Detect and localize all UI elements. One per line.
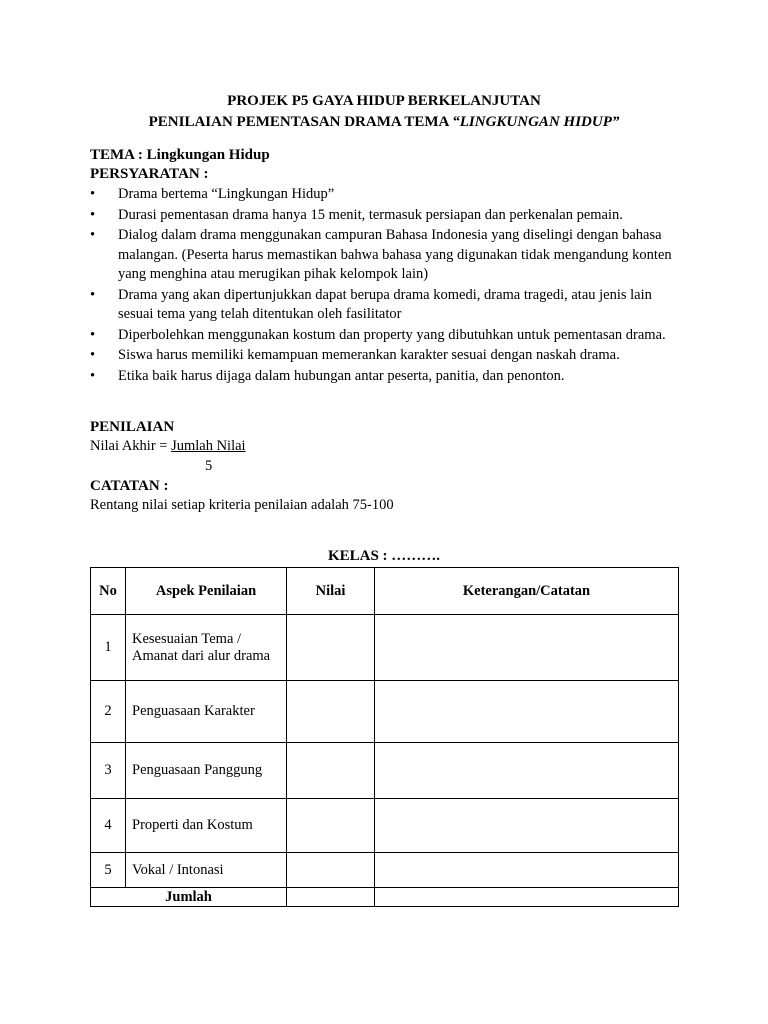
subtitle-theme: “LINGKUNGAN HIDUP” — [452, 114, 620, 130]
requirement-text: Dialog dalam drama menggunakan campuran Bahasa Indonesia yang diselingi dengan bahasa malangan. (Peserta harus memastikan bahwa bahasa yang digunakan tidak mengandung konten yang menghina atau merugikan pihak kelompok lain) — [118, 227, 672, 282]
table-row — [91, 615, 679, 681]
theme-label: TEMA : Lingkungan Hidup — [90, 147, 270, 163]
total-label: Jumlah — [91, 888, 287, 907]
requirement-item — [90, 346, 690, 366]
row-no: 4 — [91, 799, 126, 853]
row-keterangan[interactable] — [375, 681, 679, 743]
requirement-text: Diperbolehkan menggunakan kostum dan property yang dibutuhkan untuk pementasan drama. — [118, 326, 666, 343]
bullet-icon: • — [90, 347, 96, 363]
row-nilai[interactable] — [287, 743, 375, 799]
row-keterangan[interactable] — [375, 853, 679, 888]
table-row — [91, 799, 679, 853]
requirements-heading: PERSYARATAN : — [90, 166, 209, 182]
row-aspek: Penguasaan Karakter — [126, 681, 287, 743]
table-total-row — [91, 888, 679, 907]
assessment-heading: PENILAIAN — [90, 419, 175, 435]
requirement-item — [90, 185, 690, 205]
bullet-icon: • — [90, 367, 96, 384]
header-no: No — [91, 568, 126, 615]
bullet-icon: • — [90, 206, 96, 223]
row-no: 5 — [91, 853, 126, 888]
bullet-icon: • — [90, 186, 96, 202]
row-nilai[interactable] — [287, 799, 375, 853]
bullet-icon: • — [90, 286, 96, 303]
requirement-item — [90, 206, 690, 226]
table-row — [91, 681, 679, 743]
bullet-icon: • — [90, 227, 96, 243]
subtitle-prefix: PENILAIAN PEMENTASAN DRAMA TEMA — [148, 114, 453, 130]
class-label: KELAS : ………. — [327, 548, 441, 564]
table-header-row — [91, 568, 679, 615]
header-nilai: Nilai — [287, 568, 375, 615]
document-subtitle — [0, 112, 768, 132]
row-no: 2 — [91, 681, 126, 743]
notes-text: Rentang nilai setiap kriteria penilaian adalah 75-100 — [90, 497, 394, 513]
header-aspek: Aspek Penilaian — [126, 568, 287, 615]
grading-table — [90, 567, 679, 907]
row-keterangan[interactable] — [375, 743, 679, 799]
row-keterangan[interactable] — [375, 615, 679, 681]
total-nilai[interactable] — [287, 888, 375, 907]
table-row — [91, 853, 679, 888]
row-aspek: Vokal / Intonasi — [126, 853, 287, 888]
row-aspek: Kesesuaian Tema / Amanat dari alur drama — [126, 615, 287, 681]
requirements-list — [90, 185, 690, 387]
formula-numerator: Jumlah Nilai — [171, 438, 246, 454]
formula-left: Nilai Akhir = — [90, 438, 172, 454]
row-aspek: Penguasaan Panggung — [126, 743, 287, 799]
requirement-text: Siswa harus memiliki kemampuan memerankan karakter sesuai dengan naskah drama. — [118, 347, 620, 363]
requirement-text: Drama yang akan dipertunjukkan dapat berupa drama komedi, drama tragedi, atau jenis lain sesuai tema yang telah ditentukan oleh fasilitator — [118, 286, 652, 322]
row-nilai[interactable] — [287, 615, 375, 681]
formula — [90, 437, 246, 456]
row-nilai[interactable] — [287, 853, 375, 888]
row-nilai[interactable] — [287, 681, 375, 743]
formula-denominator: 5 — [205, 458, 213, 474]
row-keterangan[interactable] — [375, 799, 679, 853]
header-keterangan: Keterangan/Catatan — [375, 568, 679, 615]
notes-heading: CATATAN : — [90, 478, 169, 494]
requirement-item — [90, 226, 690, 285]
requirement-item — [90, 367, 690, 387]
document-title: PROJEK P5 GAYA HIDUP BERKELANJUTAN — [227, 93, 541, 109]
requirement-text: Etika baik harus dijaga dalam hubungan antar peserta, panitia, dan penonton. — [118, 367, 565, 384]
requirement-item — [90, 286, 690, 325]
total-keterangan[interactable] — [375, 888, 679, 907]
table-row — [91, 743, 679, 799]
requirement-text: Durasi pementasan drama hanya 15 menit, termasuk persiapan dan perkenalan pemain. — [118, 206, 623, 223]
requirement-item — [90, 326, 690, 346]
requirement-text: Drama bertema “Lingkungan Hidup” — [118, 186, 335, 202]
row-aspek: Properti dan Kostum — [126, 799, 287, 853]
bullet-icon: • — [90, 326, 96, 343]
row-no: 1 — [91, 615, 126, 681]
row-no: 3 — [91, 743, 126, 799]
